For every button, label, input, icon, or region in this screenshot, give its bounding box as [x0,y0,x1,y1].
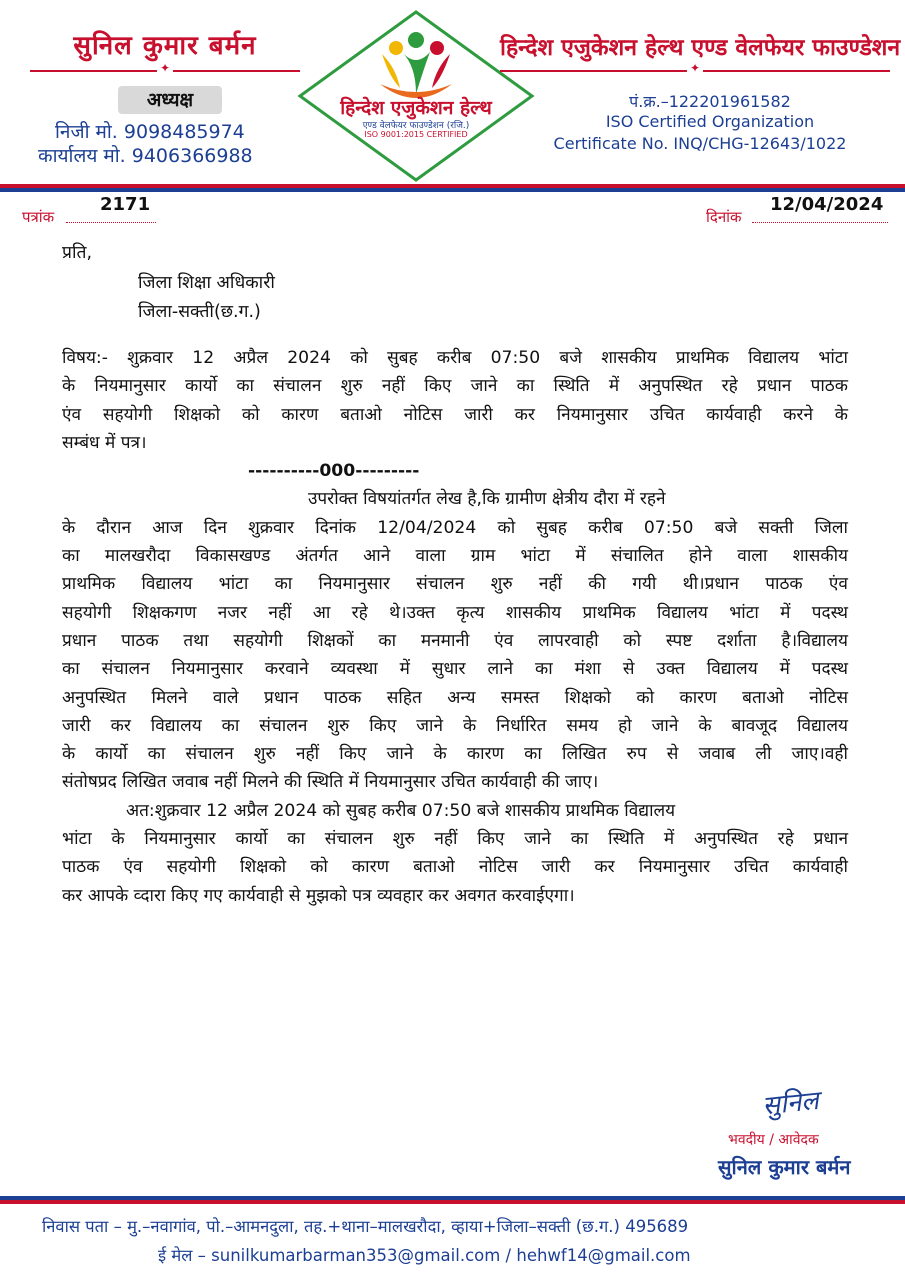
closing-line: भांटा के नियमानुसार कार्यो का संचालन शुरु नहीं किए जाने का स्थिति में अनुपस्थित रहे प्रधान [62,829,848,850]
logo-iso-text: ISO 9001:2015 CERTIFIED [364,130,468,139]
subject-line: विषय:- शुक्रवार 12 अप्रैल 2024 को सुबह करीब 07:50 बजे शासकीय प्राथमिक विद्यालय भांटा [62,348,848,368]
handwritten-signature: सुनिल [760,1085,821,1122]
signatory-name: सुनिल कुमार बर्मन [718,1155,851,1179]
signature-label: भवदीय / आवेदक [728,1132,819,1148]
body-line: संतोषप्रद लिखित जवाब नहीं मिलने की स्थिति में नियमानुसार उचित कार्यवाही की जाए। [62,772,599,793]
logo-subtitle: एण्ड वेलफेयर फाउण्डेशन (रजि.) [362,121,470,131]
name-underline-ornament [30,70,300,72]
to-line: प्रति, [62,243,93,263]
closing-line: कर आपके व्दारा किए गए कार्यवाही से मुझको पत्र व्यवहार कर अवगत करवाईएगा। [62,885,575,906]
body-line: का मालखरौदा विकासखण्ड अंतर्गत आने वाला ग्राम भांटा में संचालित होने वाला शासकीय [62,546,848,567]
body-line: अनुपस्थित मिलने वाले प्रधान पाठक सहित अन्य समस्त शिक्षको को कारण बताओ नोटिस [62,687,848,708]
iso-certified-line: ISO Certified Organization [605,112,815,131]
recipient-district: जिला-सक्ती(छ.ग.) [138,302,261,322]
closing-line: अत:शुक्रवार 12 अप्रैल 2024 को सुबह करीब 07:50 बजे शासकीय प्राथमिक विद्यालय [126,800,676,821]
body-line: का संचालन नियमानुसार करवाने व्यवस्था में सुधार लाने का मंशा से उक्त विद्यालय में पदस्थ [62,659,848,680]
body-line: उपरोक्त विषयांतर्गत लेख है,कि ग्रामीण क्षेत्रीय दौरा में रहने [308,489,666,510]
subject-line: एंव सहयोगी शिक्षको को कारण बताओ नोटिस जारी कर नियमानुसार उचित कार्यवाही करने के [62,404,848,425]
date-label: दिनांक [706,208,742,226]
footer-divider-band [0,1196,905,1204]
phone-office: कार्यालय मो. 9406366988 [38,145,253,167]
registration-number: पं.क्र.–122201961582 [629,92,791,111]
org-underline-ornament [500,70,890,72]
body-line: के कार्यो का संचालन शुरु नहीं किए जाने के कारण का लिखित रुप से जवाब ली जाए।वही [62,744,848,765]
subject-line: के नियमानुसार कार्यो का संचालन शुरु नहीं किए जाने का स्थिति में अनुपस्थित रहे प्रधान पाठक [62,376,848,397]
recipient-designation: जिला शिक्षा अधिकारी [138,273,275,293]
letter-date: 12/04/2024 [770,194,884,215]
closing-line: पाठक एंव सहयोगी शिक्षको को कारण बताओ नोटिस जारी कर नियमानुसार उचित कार्यवाही [62,857,848,878]
letter-body [62,344,848,910]
letter-number: 2171 [100,194,151,215]
role-badge: अध्यक्ष [118,86,222,114]
body-line: के दौरान आज दिन शुक्रवार दिनांक 12/04/2024 को सुबह करीब 07:50 बजे सक्ती जिला [62,517,848,538]
footer-email: ई मेल – sunilkumarbarman353@gmail.com / hehwf14@gmail.com [158,1246,691,1265]
body-line: सहयोगी शिक्षकगण नजर नहीं आ रहे थे।उक्त कृत्य शासकीय प्राथमिक विद्यालय भांटा में पदस्थ [62,602,848,623]
body-line: प्रधान पाठक तथा सहयोगी शिक्षकों का मनमानी एंव लापरवाही को स्पष्ट दर्शाता है।विद्यालय [62,630,848,651]
foundation-name: हिन्देश एजुकेशन हेल्थ एण्ड वेलफेयर फाउण्डेशन [500,35,901,61]
section-separator: ----------000--------- [248,461,420,482]
president-name: सुनिल कुमार बर्मन [73,31,257,61]
logo-title: हिन्देश एजुकेशन हेल्थ [340,97,492,119]
subject-line: सम्बंध में पत्र। [62,432,147,453]
body-line: जारी कर विद्यालय का संचालन शुरु किए जाने के निर्धारित समय हो जाने के बावजूद विद्यालय [62,715,848,736]
signature-block [700,1080,890,1180]
body-line: प्राथमिक विद्यालय भांटा का नियमानुसार संचालन शुरु नहीं की गयी थी।प्रधान पाठक एंव [62,574,848,595]
phone-personal: निजी मो. 9098485974 [55,121,245,143]
header-divider-band [0,184,905,192]
certificate-number: Certificate No. INQ/CHG-12643/1022 [553,134,847,153]
letter-no-label: पत्रांक [22,208,55,226]
footer-address: निवास पता – मु.–नवागांव, पो.–आमनदुला, तह.+थाना–मालखरौदा, व्हाया+जिला–सक्ती (छ.ग.) 495689 [42,1217,689,1236]
